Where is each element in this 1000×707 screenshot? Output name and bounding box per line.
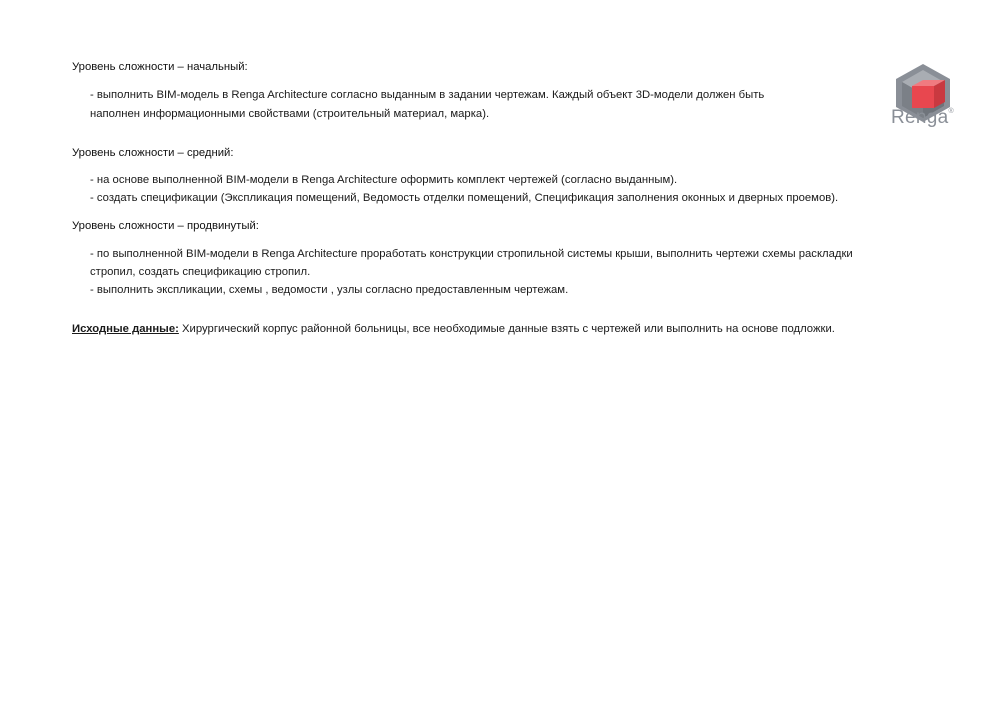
mid-level-heading: Уровень сложности – средний: bbox=[72, 147, 234, 159]
advanced-level-line-1: - по выполненной BIM-модели в Renga Architecture проработать конструкции стропильной системы крыши, выполнить чертежи схемы раскладки bbox=[90, 248, 853, 260]
basic-level-line-1: - выполнить BIM-модель в Renga Architecture согласно выданным в задании чертежам. Каждый объект 3D-модели должен быть bbox=[90, 89, 765, 101]
source-data-text: Хирургический корпус районной больницы, все необходимые данные взять с чертежей или выполнить на основе подложки. bbox=[178, 323, 835, 335]
advanced-level-line-2: стропил, создать спецификацию стропил. bbox=[90, 266, 311, 278]
basic-level-heading: Уровень сложности – начальный: bbox=[72, 61, 248, 73]
mid-level-line-2: - создать спецификации (Экспликация помещений, Ведомость отделки помещений, Спецификация заполнения оконных и дверных проемов). bbox=[90, 192, 839, 204]
source-data-line bbox=[72, 322, 835, 336]
advanced-level-line-3: - выполнить экспликации, схемы , ведомости , узлы согласно предоставленным чертежам. bbox=[90, 284, 569, 296]
renga-logo-text: Renga® bbox=[891, 107, 954, 128]
mid-level-line-1: - на основе выполненной BIM-модели в Renga Architecture оформить комплект чертежей (согласно выданным). bbox=[90, 174, 678, 186]
advanced-level-heading: Уровень сложности – продвинутый: bbox=[72, 220, 259, 232]
source-data-label: Исходные данные: bbox=[72, 323, 179, 335]
basic-level-line-2: наполнен информационными свойствами (строительный материал, марка). bbox=[90, 108, 490, 120]
